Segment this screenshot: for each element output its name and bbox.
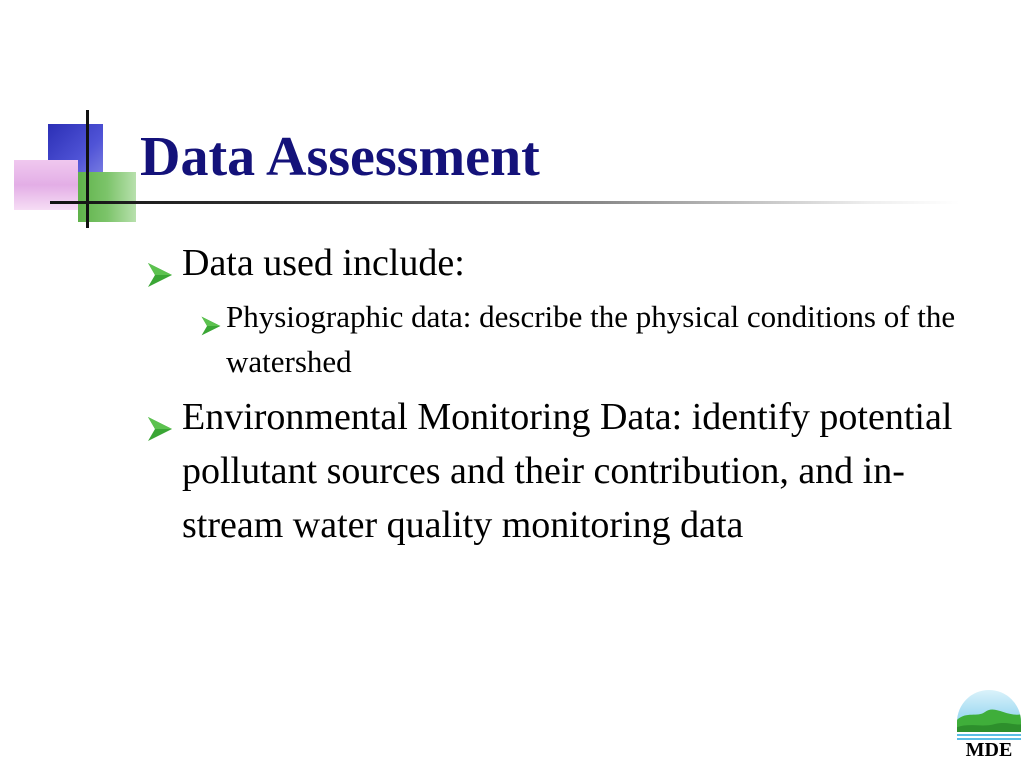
bullet-item <box>146 390 956 552</box>
bullet-text: Data used include: <box>182 242 465 284</box>
arrowhead-bullet-icon <box>146 404 174 458</box>
bullet-item <box>146 236 956 290</box>
arrowhead-bullet-icon <box>146 250 174 304</box>
logo-text: MDE <box>965 739 1013 761</box>
arrowhead-bullet-icon <box>200 304 222 349</box>
bullet-list <box>146 236 956 552</box>
bullet-text: Environmental Monitoring Data: identify potential pollutant sources and their contribution, and in-stream water quality monitoring data <box>182 396 953 546</box>
title-underline <box>50 201 960 204</box>
mde-logo <box>955 688 1023 766</box>
slide-title: Data Assessment <box>140 126 540 188</box>
sub-bullet-item <box>200 294 956 384</box>
sub-bullet-text: Physiographic data: describe the physical conditions of the watershed <box>226 299 956 379</box>
decor-vertical-line <box>86 110 89 228</box>
